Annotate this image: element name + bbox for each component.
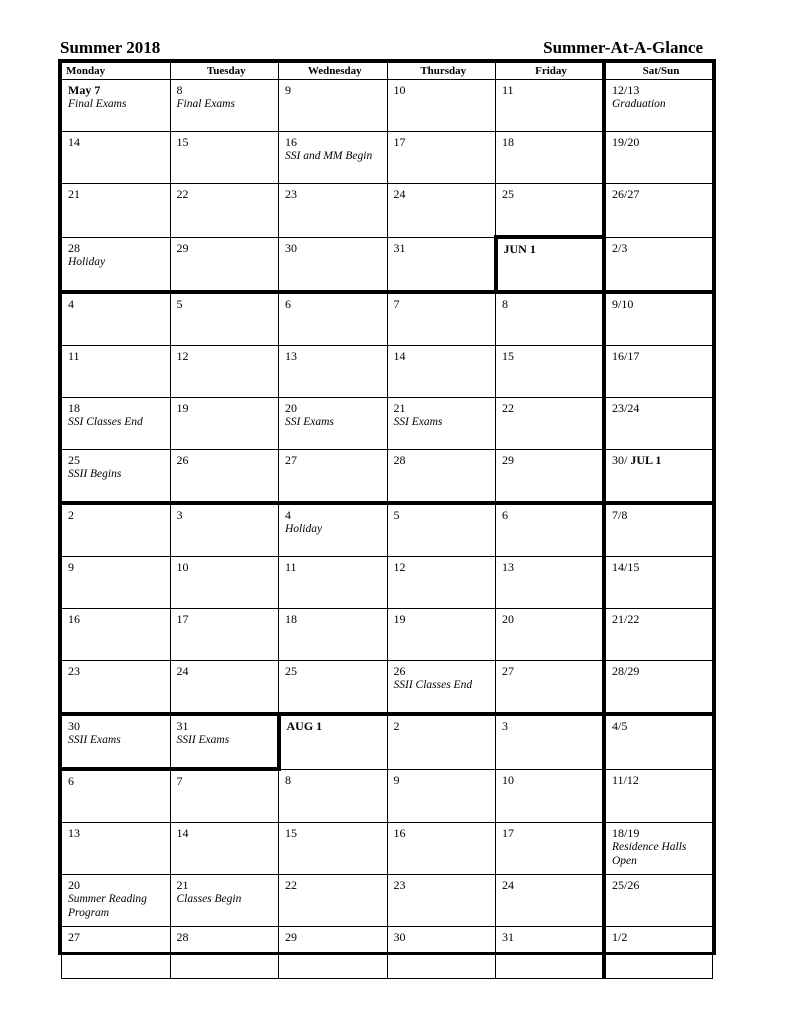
day-number: 16 bbox=[393, 826, 406, 840]
day-cell-thursday bbox=[387, 823, 496, 875]
day-cell-monday bbox=[62, 132, 171, 184]
day-cell-thursday bbox=[387, 184, 496, 238]
day-cell-weekend bbox=[604, 823, 713, 875]
day-number: 11 bbox=[285, 560, 297, 574]
day-number: 26 bbox=[176, 453, 189, 467]
day-cell-monday bbox=[62, 714, 171, 769]
day-cell-wednesday bbox=[279, 237, 388, 292]
week-row bbox=[62, 450, 713, 504]
week-row bbox=[62, 927, 713, 979]
day-number: 16 bbox=[68, 612, 80, 626]
day-cell-tuesday bbox=[170, 714, 279, 769]
day-cell-friday bbox=[496, 875, 605, 927]
day-cell-weekend bbox=[604, 927, 713, 979]
event-note: Classes Begin bbox=[176, 893, 242, 905]
day-cell-thursday bbox=[387, 714, 496, 769]
day-number: 14 bbox=[393, 349, 406, 363]
day-cell-wednesday bbox=[279, 823, 388, 875]
day-number: 23 bbox=[68, 664, 80, 678]
day-number: 11 bbox=[68, 349, 80, 363]
day-number: 28 bbox=[68, 240, 80, 255]
day-cell-wednesday bbox=[279, 80, 388, 132]
day-cell-wednesday bbox=[279, 132, 388, 184]
day-cell-monday bbox=[62, 398, 171, 450]
day-cell-monday bbox=[62, 823, 171, 875]
day-cell-tuesday bbox=[170, 927, 279, 979]
event-note: SSI Exams bbox=[285, 416, 334, 428]
event-note: Final Exams bbox=[68, 98, 127, 110]
week-row bbox=[62, 609, 713, 661]
day-number: 18 bbox=[68, 401, 80, 415]
day-cell-thursday bbox=[387, 80, 496, 132]
event-note: Holiday bbox=[68, 255, 106, 268]
day-number: 9 bbox=[285, 83, 291, 97]
weekday-header-row bbox=[62, 63, 713, 80]
day-number: 29 bbox=[176, 240, 189, 255]
day-cell-thursday bbox=[387, 398, 496, 450]
event-note: SSII Exams bbox=[68, 734, 121, 746]
day-number: 10 bbox=[393, 83, 406, 97]
day-number: 14/15 bbox=[612, 560, 640, 574]
day-cell-thursday bbox=[387, 292, 496, 346]
day-number: 17 bbox=[502, 826, 514, 840]
day-cell-friday bbox=[496, 714, 605, 769]
day-cell-weekend bbox=[604, 346, 713, 398]
day-cell-thursday bbox=[387, 132, 496, 184]
day-number: 20 bbox=[68, 878, 80, 892]
day-number: 27 bbox=[502, 664, 514, 678]
day-cell-wednesday bbox=[279, 875, 388, 927]
event-note: SSII Begins bbox=[68, 468, 122, 480]
day-number: 29 bbox=[502, 453, 514, 467]
day-number: 21 bbox=[68, 187, 80, 201]
day-number: 16/17 bbox=[612, 349, 640, 363]
day-number: 20 bbox=[502, 612, 514, 626]
day-number: 28 bbox=[176, 930, 189, 944]
day-cell-wednesday bbox=[279, 769, 388, 823]
day-number: 21/22 bbox=[612, 612, 640, 626]
day-number: 4 bbox=[285, 508, 291, 522]
event-note: Summer Reading Program bbox=[68, 893, 147, 919]
day-cell-tuesday bbox=[170, 132, 279, 184]
week-row bbox=[62, 184, 713, 238]
day-number: 14 bbox=[176, 826, 189, 840]
day-cell-friday bbox=[496, 398, 605, 450]
day-cell-monday bbox=[62, 80, 171, 132]
day-number: 26 bbox=[393, 664, 406, 678]
day-number: 28/29 bbox=[612, 664, 640, 678]
column-header-wednesday: Wednesday bbox=[279, 63, 388, 80]
week-row bbox=[62, 398, 713, 450]
event-note: SSI Exams bbox=[393, 416, 443, 428]
day-number: 19 bbox=[393, 612, 406, 626]
day-cell-weekend bbox=[604, 184, 713, 238]
day-cell-tuesday bbox=[170, 237, 279, 292]
day-number: 18 bbox=[502, 135, 514, 149]
day-number: 27 bbox=[285, 453, 297, 467]
day-number: 31 bbox=[393, 240, 406, 255]
day-number: AUG 1 bbox=[286, 719, 323, 733]
day-number: 18 bbox=[285, 612, 297, 626]
day-number: 11/12 bbox=[612, 772, 639, 787]
day-cell-thursday bbox=[387, 237, 496, 292]
day-cell-friday bbox=[496, 292, 605, 346]
week-row bbox=[62, 237, 713, 292]
day-number: 18/19 bbox=[612, 826, 640, 840]
day-cell-tuesday bbox=[170, 661, 279, 715]
day-cell-weekend bbox=[604, 875, 713, 927]
event-note: SSII Exams bbox=[176, 734, 230, 746]
day-cell-wednesday bbox=[279, 292, 388, 346]
day-cell-friday bbox=[496, 132, 605, 184]
day-number: 27 bbox=[68, 930, 80, 944]
column-header-tuesday: Tuesday bbox=[170, 63, 279, 80]
day-cell-wednesday bbox=[279, 714, 388, 769]
day-number: May 7 bbox=[68, 83, 101, 97]
event-note: SSI Classes End bbox=[68, 416, 143, 428]
day-cell-wednesday bbox=[279, 450, 388, 504]
day-cell-monday bbox=[62, 237, 171, 292]
day-cell-wednesday bbox=[279, 927, 388, 979]
day-number: 13 bbox=[68, 826, 80, 840]
day-number: 5 bbox=[176, 297, 183, 311]
day-number: 28 bbox=[393, 453, 406, 467]
day-number: 26/27 bbox=[612, 187, 640, 201]
day-number: 22 bbox=[285, 878, 297, 892]
day-number: 1/2 bbox=[612, 930, 628, 944]
day-number: 24 bbox=[393, 187, 406, 201]
day-cell-thursday bbox=[387, 875, 496, 927]
day-cell-tuesday bbox=[170, 346, 279, 398]
day-number: 7/8 bbox=[612, 508, 628, 522]
day-cell-tuesday bbox=[170, 80, 279, 132]
day-number: 13 bbox=[285, 349, 297, 363]
day-cell-weekend bbox=[604, 80, 713, 132]
day-cell-thursday bbox=[387, 769, 496, 823]
day-number: 2/3 bbox=[612, 240, 628, 255]
day-cell-monday bbox=[62, 450, 171, 504]
day-number-text: 30/ bbox=[612, 453, 631, 467]
day-number: 6 bbox=[502, 508, 508, 522]
week-row bbox=[62, 503, 713, 557]
day-cell-monday bbox=[62, 769, 171, 823]
day-cell-monday bbox=[62, 346, 171, 398]
day-number: 22 bbox=[176, 187, 189, 201]
day-number: 31 bbox=[502, 930, 514, 944]
day-cell-thursday bbox=[387, 557, 496, 609]
day-cell-tuesday bbox=[170, 398, 279, 450]
day-number: 17 bbox=[393, 135, 406, 149]
day-cell-friday bbox=[496, 450, 605, 504]
column-header-monday: Monday bbox=[62, 63, 171, 80]
day-number: 6 bbox=[68, 774, 74, 788]
day-number: 19/20 bbox=[612, 135, 640, 149]
day-number: 7 bbox=[393, 297, 400, 311]
day-number: 24 bbox=[502, 878, 514, 892]
week-row bbox=[62, 875, 713, 927]
day-cell-weekend bbox=[604, 398, 713, 450]
day-number: 8 bbox=[502, 297, 508, 311]
day-number: 19 bbox=[176, 401, 189, 415]
event-note: Holiday bbox=[285, 523, 323, 535]
day-cell-wednesday bbox=[279, 184, 388, 238]
week-row bbox=[62, 769, 713, 823]
day-cell-tuesday bbox=[170, 450, 279, 504]
day-cell-tuesday bbox=[170, 184, 279, 238]
day-cell-tuesday bbox=[170, 292, 279, 346]
day-number: 15 bbox=[502, 349, 514, 363]
day-cell-wednesday bbox=[279, 557, 388, 609]
day-number: 21 bbox=[393, 401, 406, 415]
day-cell-weekend bbox=[604, 609, 713, 661]
day-number: 21 bbox=[176, 878, 189, 892]
day-cell-weekend bbox=[604, 661, 713, 715]
day-number: 15 bbox=[285, 826, 297, 840]
day-cell-thursday bbox=[387, 503, 496, 557]
day-cell-tuesday bbox=[170, 557, 279, 609]
day-cell-friday bbox=[496, 557, 605, 609]
week-row bbox=[62, 80, 713, 132]
day-cell-weekend bbox=[604, 132, 713, 184]
day-cell-thursday bbox=[387, 450, 496, 504]
column-header-friday: Friday bbox=[496, 63, 605, 80]
week-row bbox=[62, 714, 713, 769]
day-number: 13 bbox=[502, 560, 514, 574]
day-cell-monday bbox=[62, 609, 171, 661]
day-number: 12/13 bbox=[612, 83, 640, 97]
day-number: 30 bbox=[285, 240, 297, 255]
week-row bbox=[62, 292, 713, 346]
day-cell-weekend bbox=[604, 714, 713, 769]
day-number: 30 bbox=[68, 719, 80, 733]
day-number: 23/24 bbox=[612, 401, 640, 415]
day-cell-weekend bbox=[604, 450, 713, 504]
calendar-body bbox=[62, 80, 713, 979]
day-number: 25 bbox=[502, 187, 514, 201]
day-number: 20 bbox=[285, 401, 297, 415]
day-number: 2 bbox=[68, 508, 74, 522]
day-number: 12 bbox=[176, 349, 189, 363]
day-cell-wednesday bbox=[279, 346, 388, 398]
day-number: 24 bbox=[176, 664, 189, 678]
day-number: 5 bbox=[393, 508, 400, 522]
event-note: Final Exams bbox=[176, 98, 235, 110]
day-cell-tuesday bbox=[170, 823, 279, 875]
day-number: 17 bbox=[176, 612, 189, 626]
day-cell-monday bbox=[62, 875, 171, 927]
day-number: 8 bbox=[285, 772, 291, 787]
day-cell-weekend bbox=[604, 503, 713, 557]
day-cell-friday bbox=[496, 927, 605, 979]
day-cell-weekend bbox=[604, 237, 713, 292]
calendar-table bbox=[61, 62, 713, 979]
event-note: SSI and MM Begin bbox=[285, 150, 373, 162]
day-cell-friday bbox=[496, 237, 605, 292]
day-cell-weekend bbox=[604, 557, 713, 609]
day-cell-tuesday bbox=[170, 769, 279, 823]
day-number: 10 bbox=[176, 560, 189, 574]
day-cell-friday bbox=[496, 346, 605, 398]
day-cell-friday bbox=[496, 503, 605, 557]
day-number: 2 bbox=[393, 719, 400, 733]
day-cell-wednesday bbox=[279, 503, 388, 557]
day-cell-friday bbox=[496, 769, 605, 823]
week-row bbox=[62, 132, 713, 184]
calendar-subtitle: Summer-At-A-Glance bbox=[543, 38, 703, 57]
day-cell-wednesday bbox=[279, 398, 388, 450]
day-number: 23 bbox=[393, 878, 406, 892]
day-cell-thursday bbox=[387, 661, 496, 715]
day-cell-thursday bbox=[387, 346, 496, 398]
day-number: 8 bbox=[176, 83, 183, 97]
day-number: 3 bbox=[176, 508, 183, 522]
day-cell-wednesday bbox=[279, 661, 388, 715]
event-note: Graduation bbox=[612, 98, 666, 110]
calendar-grid bbox=[58, 59, 716, 955]
week-row bbox=[62, 823, 713, 875]
day-number: 9 bbox=[68, 560, 74, 574]
day-cell-monday bbox=[62, 927, 171, 979]
day-number: 15 bbox=[176, 135, 189, 149]
day-number: 6 bbox=[285, 297, 291, 311]
day-cell-friday bbox=[496, 661, 605, 715]
week-row bbox=[62, 661, 713, 715]
month-marker: JUL 1 bbox=[630, 453, 662, 467]
day-cell-weekend bbox=[604, 292, 713, 346]
day-cell-weekend bbox=[604, 769, 713, 823]
day-number: 29 bbox=[285, 930, 297, 944]
day-cell-friday bbox=[496, 80, 605, 132]
day-cell-tuesday bbox=[170, 609, 279, 661]
day-cell-thursday bbox=[387, 609, 496, 661]
day-number: 11 bbox=[502, 83, 514, 97]
day-number: 7 bbox=[176, 774, 183, 788]
day-number bbox=[612, 453, 707, 467]
day-cell-friday bbox=[496, 823, 605, 875]
day-cell-monday bbox=[62, 557, 171, 609]
day-number: 23 bbox=[285, 187, 297, 201]
event-note: Residence Halls Open bbox=[612, 841, 687, 867]
day-number: 3 bbox=[502, 719, 508, 733]
day-number: JUN 1 bbox=[503, 242, 536, 256]
day-cell-thursday bbox=[387, 927, 496, 979]
day-number: 12 bbox=[393, 560, 406, 574]
day-number: 31 bbox=[176, 719, 189, 733]
day-number: 10 bbox=[502, 772, 514, 787]
day-number: 9/10 bbox=[612, 297, 634, 311]
week-row bbox=[62, 557, 713, 609]
day-cell-tuesday bbox=[170, 503, 279, 557]
day-number: 16 bbox=[285, 135, 297, 149]
day-cell-monday bbox=[62, 503, 171, 557]
day-cell-wednesday bbox=[279, 609, 388, 661]
day-number: 25 bbox=[68, 453, 80, 467]
day-cell-monday bbox=[62, 292, 171, 346]
column-header-thursday: Thursday bbox=[387, 63, 496, 80]
day-number: 22 bbox=[502, 401, 514, 415]
day-number: 25 bbox=[285, 664, 297, 678]
day-number: 25/26 bbox=[612, 878, 640, 892]
day-number: 9 bbox=[393, 772, 400, 787]
event-note: SSII Classes End bbox=[393, 679, 473, 691]
calendar-title: Summer 2018 bbox=[60, 38, 161, 57]
day-cell-friday bbox=[496, 184, 605, 238]
day-number: 4 bbox=[68, 297, 74, 311]
day-number: 14 bbox=[68, 135, 80, 149]
column-header-weekend: Sat/Sun bbox=[604, 63, 713, 80]
day-cell-monday bbox=[62, 661, 171, 715]
day-cell-friday bbox=[496, 609, 605, 661]
week-row bbox=[62, 346, 713, 398]
day-number: 4/5 bbox=[612, 719, 628, 733]
day-cell-tuesday bbox=[170, 875, 279, 927]
day-number: 30 bbox=[393, 930, 406, 944]
day-cell-monday bbox=[62, 184, 171, 238]
